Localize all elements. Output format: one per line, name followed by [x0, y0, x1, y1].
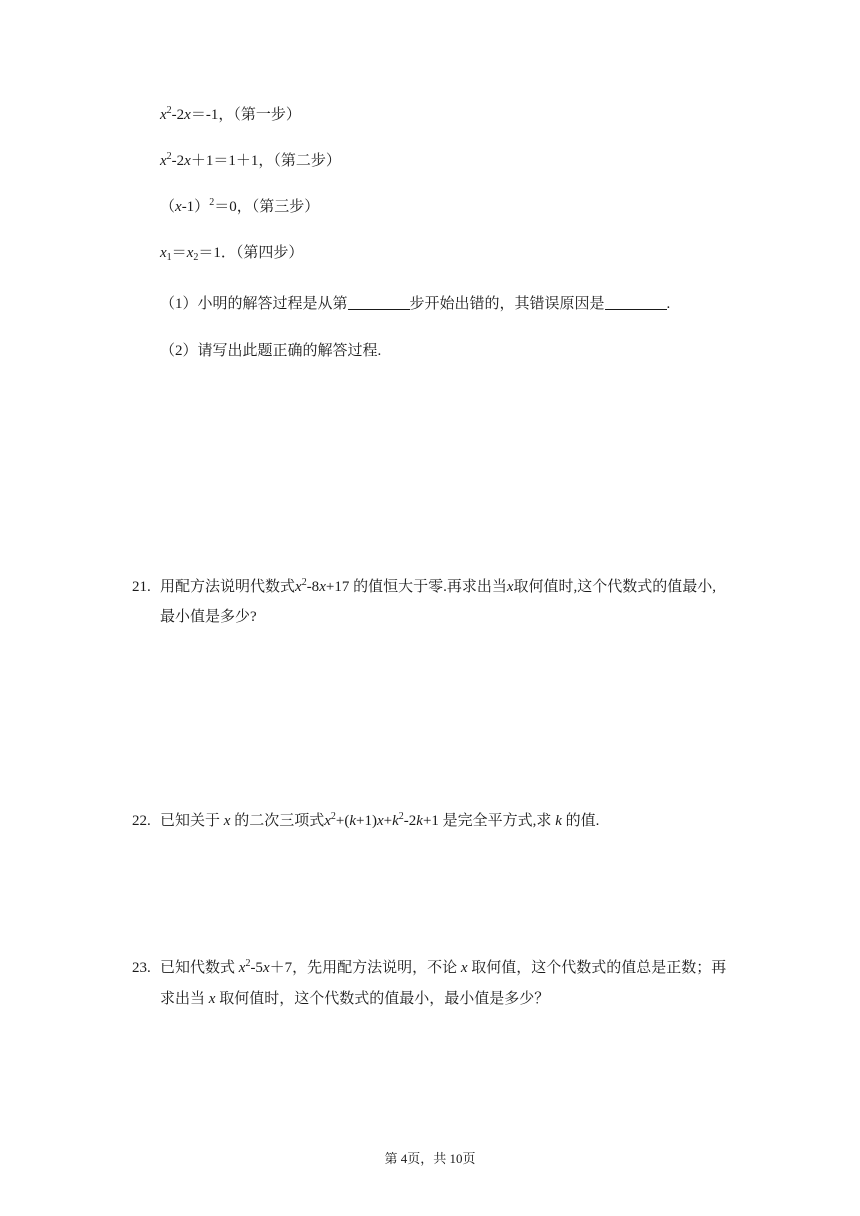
answer-blank-step[interactable] — [348, 295, 410, 310]
question-22-number: 22. — [132, 813, 151, 829]
question-23-line-1: 已知代数式 $x^2-5x+7$，先用配方法说明，不论 x 取何值，这个代数式的值总是正数；再 — [160, 958, 727, 976]
solution-step-4: $x_1=x_2=1$．（第四步） — [160, 245, 304, 263]
question-21-line-2: 最小值是多少? — [160, 609, 257, 625]
question-21-line-1: 用配方法说明代数式$x^2-8x+17$ 的值恒大于零.再求出当x取何值时,这个代数式的值最小, — [160, 577, 717, 595]
question-part-2: （2）请写出此题正确的解答过程. — [160, 343, 382, 359]
question-part-1: （1）小明的解答过程是从第 步开始出错的，其错误原因是 . — [160, 296, 671, 312]
question-22-text: 已知关于 x 的二次三项式$x^2+(k+1)x+k^2-2k+1$ 是完全平方式,求 k 的值. — [160, 811, 600, 829]
question-21-number: 21. — [132, 579, 151, 595]
solution-step-3: $(x-1)^2=0$，（第三步） — [160, 197, 320, 215]
solution-step-2: $x^2-2x+1=1+1$，（第二步） — [160, 151, 341, 169]
question-23-line-2: 求出当 x 取何值时，这个代数式的值最小，最小值是多少？ — [160, 991, 550, 1007]
question-23-number: 23. — [132, 960, 151, 976]
solution-step-1: $x^2-2x=-1$，（第一步） — [160, 105, 301, 123]
answer-blank-reason[interactable] — [605, 295, 667, 310]
page-footer: 第 4页，共 10页 — [384, 1151, 476, 1166]
